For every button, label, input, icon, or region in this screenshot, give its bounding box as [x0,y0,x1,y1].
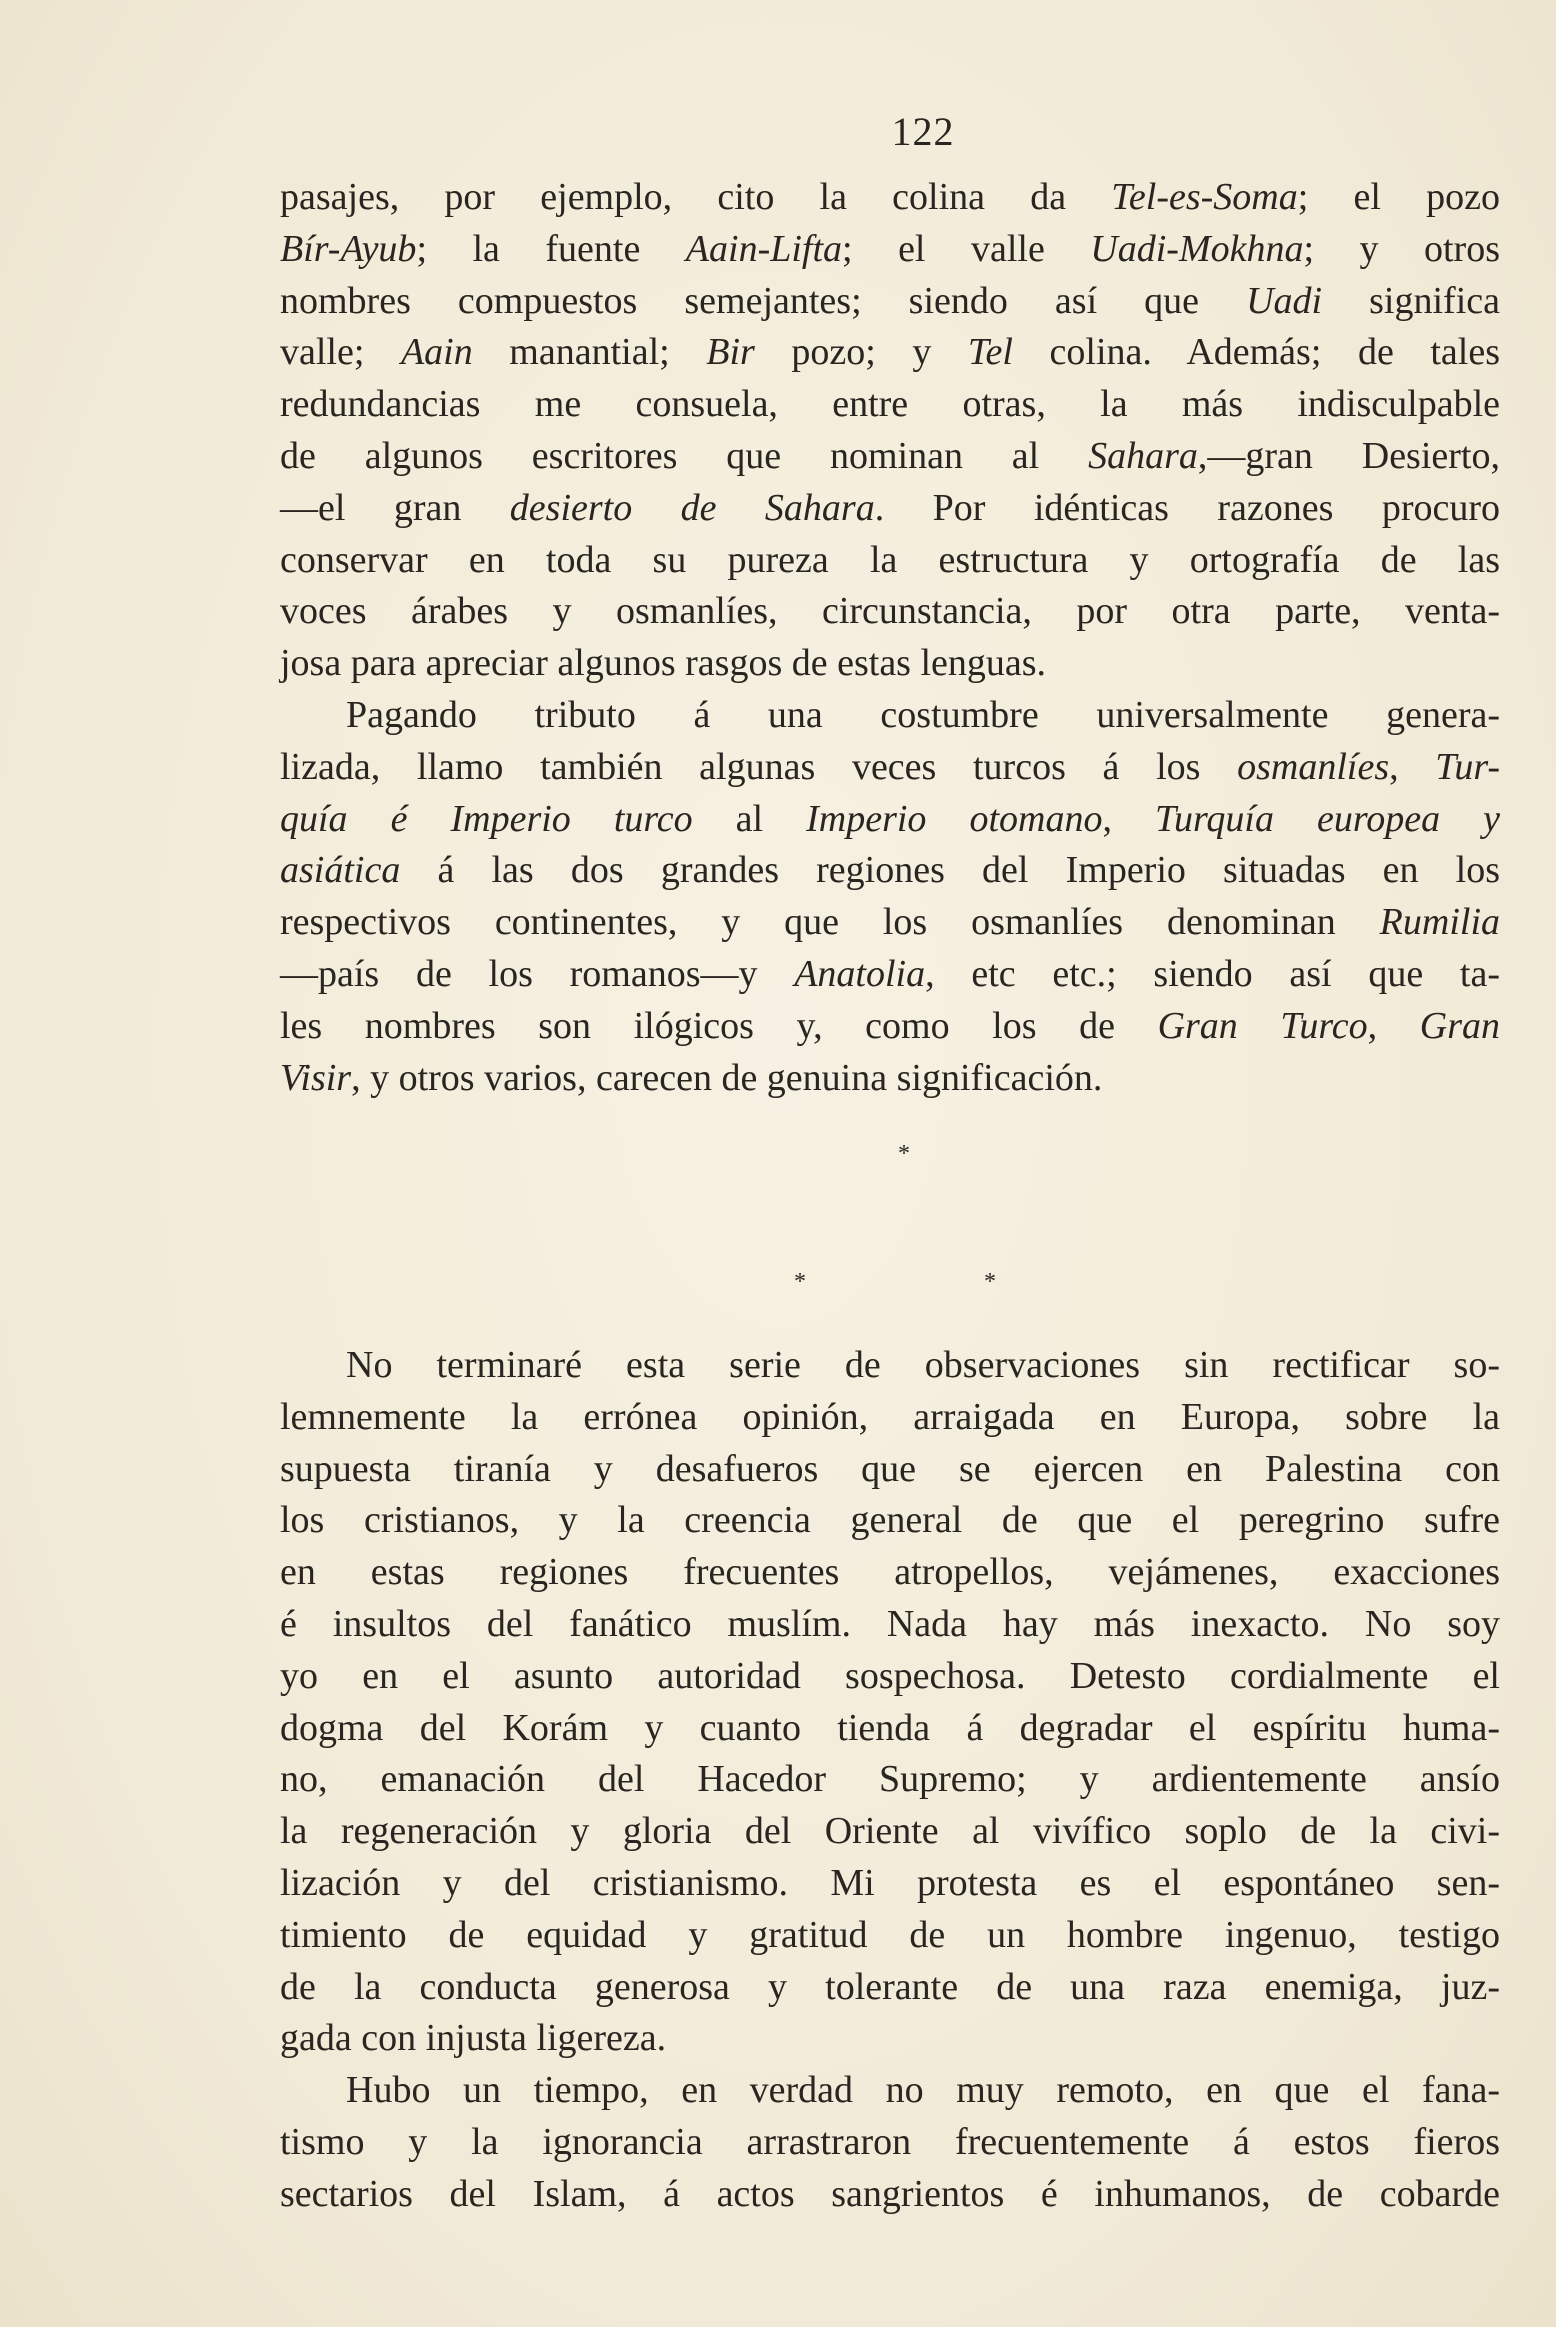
text-line: los cristianos, y la creencia general de que el peregrino sufre [280,1499,1500,1542]
text-line: lizada, llamo también algunas veces turcos á los osmanlíes, Tur- [280,745,1501,788]
text-line: de algunos escritores que nominan al Sahara,—gran Desierto, [280,434,1500,477]
text-line: Bír-Ayub; la fuente Aain-Lifta; el valle Uadi-Mokhna; y otros [280,227,1500,270]
text-line: timiento de equidad y gratitud de un hombre ingenuo, testigo [280,1913,1500,1956]
text-line: tismo y la ignorancia arrastraron frecuentemente á estos fieros [280,2120,1500,2163]
text-line: quía é Imperio turco al Imperio otomano, Turquía europea y [280,797,1500,840]
text-line: voces árabes y osmanlíes, circunstancia, por otra parte, venta- [280,590,1500,633]
text-line: Hubo un tiempo, en verdad no muy remoto, en que el fana- [346,2069,1500,2112]
text-line: —el gran desierto de Sahara. Por idénticas razones procuro [280,486,1500,529]
text-line: pasajes, por ejemplo, cito la colina da Tel-es-Soma; el pozo [280,176,1500,218]
text-line: —país de los romanos—y Anatolia, etc etc.; siendo así que ta- [280,952,1500,995]
text-line: No terminaré esta serie de observaciones sin rectificar so- [346,1344,1500,1386]
text-line: en estas regiones frecuentes atropellos, vejámenes, exacciones [280,1551,1500,1594]
section-separator-asterisks [0,1142,1556,1302]
text-line: lización y del cristianismo. Mi protesta es el espontáneo sen- [280,1861,1500,1904]
text-line: Pagando tributo á una costumbre universalmente genera- [346,693,1500,736]
text-line: Visir, y otros varios, carecen de genuina significación. [280,1056,1103,1099]
asterisk-icon: * [794,1269,806,1295]
text-block-lower [280,1340,1500,2221]
text-line: nombres compuestos semejantes; siendo así que Uadi significa [280,279,1500,322]
text-line: valle; Aain manantial; Bir pozo; y Tel colina. Además; de tales [280,331,1500,374]
text-line: dogma del Korám y cuanto tienda á degradar el espíritu huma- [280,1706,1500,1749]
asterisk-icon: * [984,1269,996,1295]
text-line: sectarios del Islam, á actos sangrientos é inhumanos, de cobarde [280,2172,1500,2215]
text-line: asiática á las dos grandes regiones del Imperio situadas en los [280,849,1500,892]
text-line: lemnemente la errónea opinión, arraigada en Europa, sobre la [280,1395,1500,1438]
text-line: la regeneración y gloria del Oriente al vivífico soplo de la civi- [280,1810,1500,1853]
text-line: gada con injusta ligereza. [280,2017,667,2060]
asterisk-icon: * [898,1141,910,1167]
text-line: les nombres son ilógicos y, como los de Gran Turco, Gran [280,1004,1500,1047]
text-line: redundancias me consuela, entre otras, la más indisculpable [280,383,1500,426]
text-line: supuesta tiranía y desafueros que se ejercen en Palestina con [280,1447,1500,1490]
text-line: respectivos continentes, y que los osmanlíes denominan Rumilia [280,901,1500,944]
page-number: 122 [891,109,955,154]
text-line: no, emanación del Hacedor Supremo; y ardientemente ansío [280,1758,1500,1801]
text-line: conservar en toda su pureza la estructura y ortografía de las [280,538,1500,581]
text-line: é insultos del fanático muslím. Nada hay más inexacto. No soy [280,1602,1500,1645]
text-line: josa para apreciar algunos rasgos de estas lenguas. [280,642,1047,685]
text-line: de la conducta generosa y tolerante de una raza enemiga, juz- [280,1965,1500,2008]
text-block-upper [280,172,1500,1104]
text-line: yo en el asunto autoridad sospechosa. Detesto cordialmente el [280,1654,1500,1697]
